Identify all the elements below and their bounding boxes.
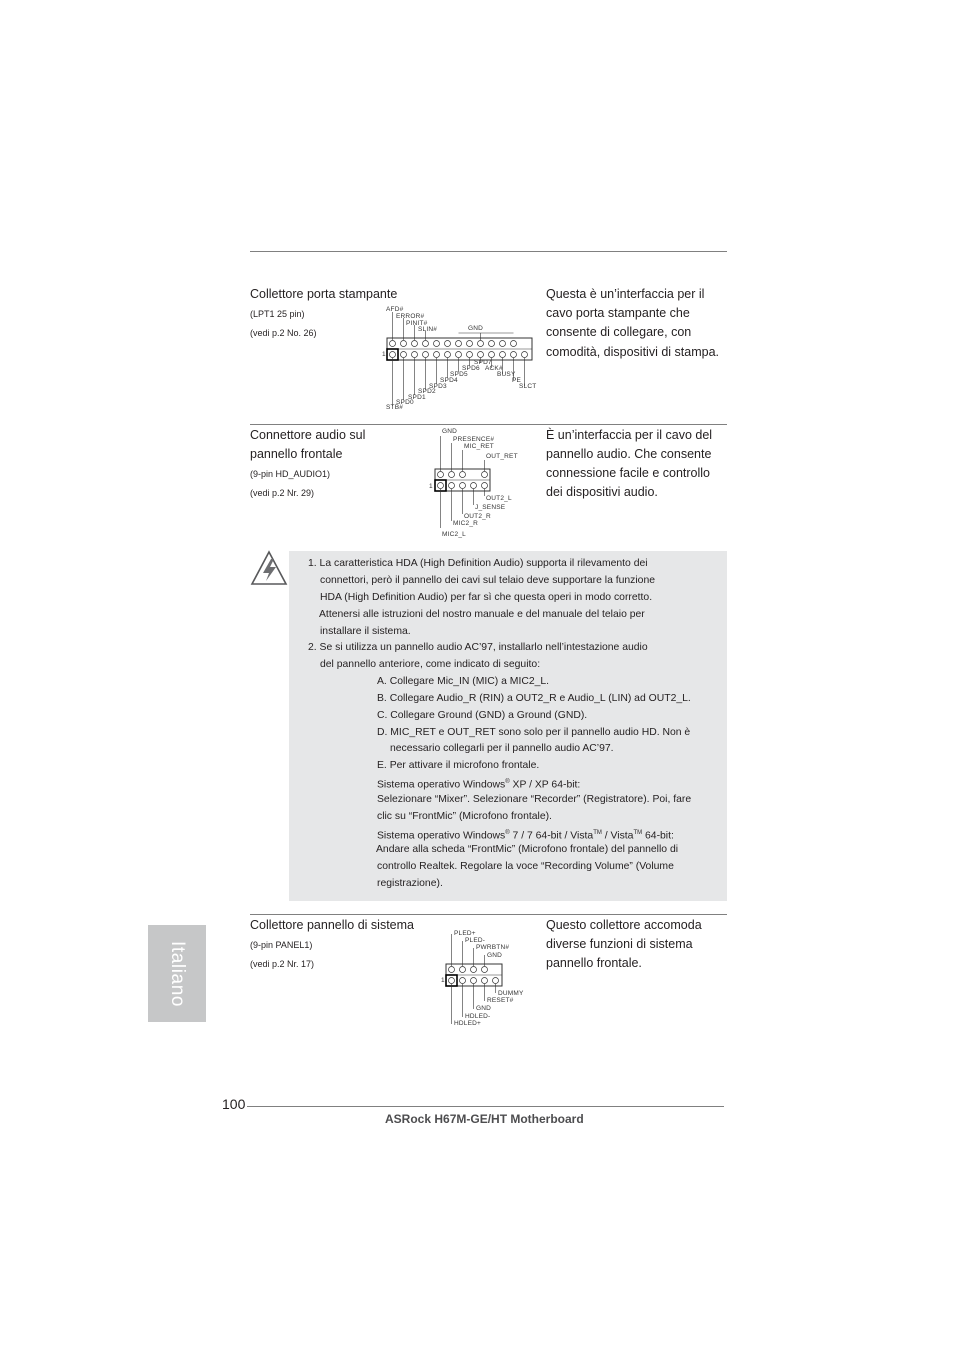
panel-title: Collettore pannello di sistema <box>250 918 414 932</box>
pin-one: 1 <box>382 351 386 358</box>
panel-pin-gnd: GND <box>487 952 503 959</box>
panel-pin-gnd2: GND <box>476 1005 492 1012</box>
language-tab-label: Italiano <box>167 940 188 1007</box>
language-tab <box>148 925 206 1022</box>
note-line-d1: D. MIC_RET e OUT_RET sono solo per il pannello audio HD. Non è <box>377 727 691 738</box>
panel-pin-reset: RESET# <box>487 997 514 1004</box>
audio-pin-mic2-l: MIC2_L <box>442 531 466 538</box>
note-line-c: C. Collegare Ground (GND) a Ground (GND). <box>377 710 588 721</box>
pin-afd: AFD# <box>386 306 404 313</box>
note-line-6: 2. Se si utilizza un pannello audio AC’97, installarlo nell’intestazione audio <box>308 642 648 653</box>
printer-desc-3: consente di collegare, con <box>546 325 692 339</box>
pin-pe: PE <box>512 377 522 384</box>
audio-pin-mic2-r: MIC2_R <box>453 520 479 527</box>
panel-desc-3: pannello frontale. <box>546 956 642 970</box>
pin-stb: STB# <box>386 404 404 411</box>
pin-pinit: PINIT# <box>406 320 428 327</box>
audio-pin-j-sense: J_SENSE <box>475 504 506 511</box>
printer-desc-2: cavo porta stampante che <box>546 306 690 320</box>
note-line-73: registrazione). <box>377 878 443 889</box>
pin-error: ERROR# <box>396 313 425 320</box>
pin-busy: BUSY <box>497 371 516 378</box>
panel-sub2: (vedi p.2 Nr. 17) <box>250 959 315 969</box>
top-divider <box>250 251 727 252</box>
panel-pin-one: 1 <box>441 977 445 984</box>
audio-desc-1: È un’interfaccia per il cavo del <box>546 428 713 442</box>
pin-spd5: SPD5 <box>450 371 468 378</box>
note-line-5: installare il sistema. <box>320 626 411 637</box>
warning-icon <box>250 550 288 586</box>
note-os-7: Sistema operativo Windows® 7 / 7 64-bit / Vista™ / Vista™ 64-bit: <box>377 830 674 842</box>
panel-pin-pled-m: PLED- <box>465 937 486 944</box>
note-line-72: controllo Realtek. Regolare la voce “Recording Volume” (Volume <box>377 861 674 872</box>
audio-title-1: Connettore audio sul <box>250 428 366 442</box>
divider-panel <box>250 914 727 915</box>
pin-ack: ACK# <box>485 365 503 372</box>
panel-pin-hdled-m: HDLED- <box>465 1013 491 1020</box>
audio-pin-out-ret: OUT_RET <box>486 453 518 460</box>
audio-pin-one: 1 <box>429 483 433 490</box>
note-line-1: 1. La caratteristica HDA (High Definition Audio) supporta il rilevamento dei <box>308 558 648 569</box>
note-line-2: connettori, però il pannello dei cavi sul telaio deve supportare la funzione <box>320 575 656 586</box>
note-line-4: Attenersi alle istruzioni del nostro manuale e del manuale del telaio per <box>319 609 645 620</box>
pin-spd1: SPD1 <box>408 394 426 401</box>
note-box <box>289 551 727 901</box>
note-line-71: Andare alla scheda “FrontMic” (Microfono frontale) del pannello di <box>376 844 679 855</box>
printer-title: Collettore porta stampante <box>250 287 398 301</box>
footer-rule <box>247 1106 724 1107</box>
audio-pin-presence: PRESENCE# <box>453 436 495 443</box>
audio-title-2: pannello frontale <box>250 447 343 461</box>
audio-sub2: (vedi p.2 Nr. 29) <box>250 488 315 498</box>
pin-spd6: SPD6 <box>462 365 480 372</box>
panel-pin-dummy: DUMMY <box>498 990 524 997</box>
page-number: 100 <box>222 1096 246 1112</box>
printer-desc-4: comodità, dispositivi di stampa. <box>546 345 719 359</box>
divider-audio <box>250 424 727 425</box>
note-line-xp2: clic su “FrontMic” (Microfono frontale). <box>377 811 552 822</box>
audio-sub1: (9-pin HD_AUDIO1) <box>250 469 331 479</box>
note-line-a: A. Collegare Mic_IN (MIC) a MIC2_L. <box>377 676 550 687</box>
panel-pin-pled-p: PLED+ <box>454 930 476 937</box>
pin-gnd: GND <box>468 325 484 332</box>
printer-desc-1: Questa è un’interfaccia per il <box>546 287 705 301</box>
audio-pin-mic-ret: MIC_RET <box>464 443 494 450</box>
note-line-3: HDA (High Definition Audio) per far sì che questa operi in modo corretto. <box>320 592 653 603</box>
panel-pin-pwrbtn: PWRBTN# <box>476 944 510 951</box>
pin-spd3: SPD3 <box>429 383 447 390</box>
audio-pin-out2-r: OUT2_R <box>464 513 491 520</box>
pin-spd2: SPD2 <box>418 388 436 395</box>
audio-desc-4: dei dispositivi audio. <box>546 485 658 499</box>
printer-sub2: (vedi p.2 No. 26) <box>250 328 317 338</box>
note-line-b: B. Collegare Audio_R (RIN) a OUT2_R e Audio_L (LIN) ad OUT2_L. <box>377 693 691 704</box>
panel-pin-hdled-p: HDLED+ <box>454 1020 482 1027</box>
footer-product: ASRock H67M-GE/HT Motherboard <box>385 1112 584 1126</box>
panel-sub1: (9-pin PANEL1) <box>250 940 313 950</box>
pin-slin: SLIN# <box>418 326 438 333</box>
panel-desc-1: Questo collettore accomoda <box>546 918 702 932</box>
pin-spd7: SPD7 <box>474 359 492 366</box>
audio-pin-gnd: GND <box>442 428 458 435</box>
pin-spd4: SPD4 <box>440 377 458 384</box>
printer-sub1: (LPT1 25 pin) <box>250 309 305 319</box>
note-line-xp1: Selezionare “Mixer”. Selezionare “Recorder” (Registratore). Poi, fare <box>377 794 692 805</box>
panel-desc-2: diverse funzioni di sistema <box>546 937 693 951</box>
audio-pin-out2-l: OUT2_L <box>486 495 512 502</box>
audio-desc-2: pannello audio. Che consente <box>546 447 712 461</box>
note-os-xp: Sistema operativo Windows® XP / XP 64-bit: <box>377 779 581 791</box>
note-line-d2: necessario collegarli per il pannello audio AC’97. <box>390 743 614 754</box>
pin-spd0: SPD0 <box>396 399 414 406</box>
pin-slct: SLCT <box>519 383 537 390</box>
note-line-e: E. Per attivare il microfono frontale. <box>377 760 540 771</box>
audio-desc-3: connessione facile e controllo <box>546 466 710 480</box>
note-line-7: del pannello anteriore, come indicato di seguito: <box>320 659 541 670</box>
